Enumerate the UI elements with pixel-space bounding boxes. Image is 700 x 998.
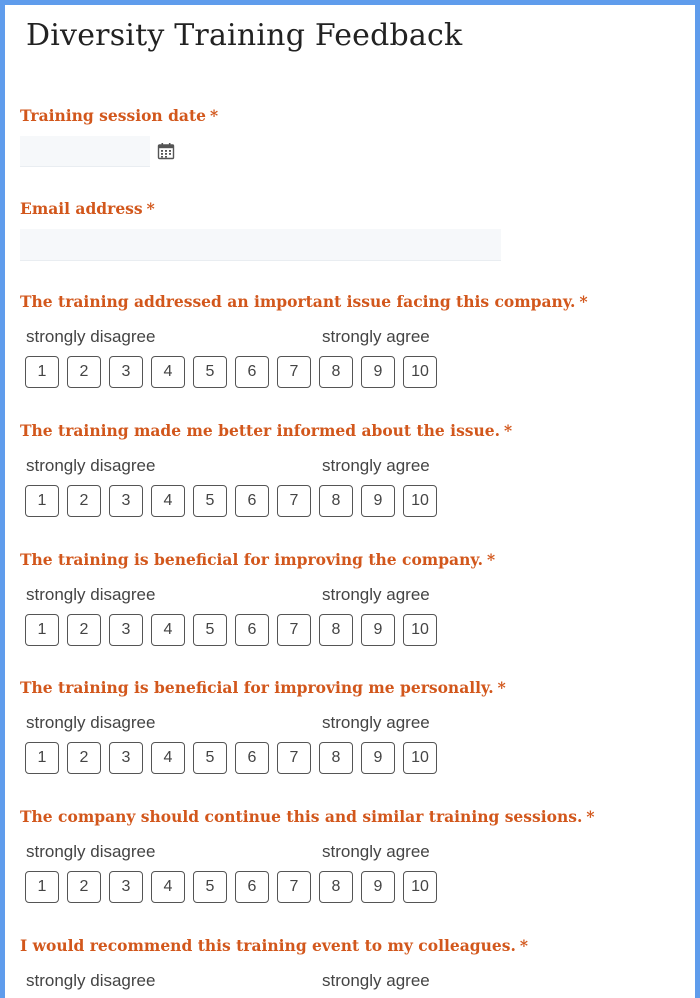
rating-option-4[interactable]: 4 <box>151 356 185 388</box>
rating-option-8[interactable]: 8 <box>319 742 353 774</box>
rating-option-9[interactable]: 9 <box>361 356 395 388</box>
rating-option-2[interactable]: 2 <box>67 871 101 903</box>
rating-option-1[interactable]: 1 <box>25 485 59 517</box>
rating-scale-q2 <box>25 485 445 517</box>
question-1-label-text: The training addressed an important issue facing this company. <box>20 292 576 311</box>
rating-scale-q1 <box>25 356 445 388</box>
rating-option-1[interactable]: 1 <box>25 871 59 903</box>
question-5-label <box>20 807 594 826</box>
rating-option-7[interactable]: 7 <box>277 485 311 517</box>
rating-option-10[interactable]: 10 <box>403 485 437 517</box>
scale-min-label: strongly disagree <box>26 971 156 990</box>
rating-option-5[interactable]: 5 <box>193 356 227 388</box>
rating-option-1[interactable]: 1 <box>25 742 59 774</box>
rating-option-9[interactable]: 9 <box>361 614 395 646</box>
rating-option-5[interactable]: 5 <box>193 742 227 774</box>
rating-option-6[interactable]: 6 <box>235 485 269 517</box>
rating-option-3[interactable]: 3 <box>109 356 143 388</box>
scale-max-label: strongly agree <box>322 971 430 990</box>
rating-option-10[interactable]: 10 <box>403 614 437 646</box>
rating-option-9[interactable]: 9 <box>361 485 395 517</box>
email-input[interactable] <box>20 229 501 261</box>
rating-option-3[interactable]: 3 <box>109 614 143 646</box>
date-field-label <box>20 106 218 125</box>
rating-scale-q4 <box>25 742 445 774</box>
rating-option-2[interactable]: 2 <box>67 614 101 646</box>
rating-option-5[interactable]: 5 <box>193 614 227 646</box>
rating-option-3[interactable]: 3 <box>109 485 143 517</box>
required-marker: * <box>146 199 155 218</box>
rating-option-4[interactable]: 4 <box>151 871 185 903</box>
rating-option-2[interactable]: 2 <box>67 742 101 774</box>
required-marker: * <box>519 936 528 955</box>
rating-option-4[interactable]: 4 <box>151 614 185 646</box>
rating-option-10[interactable]: 10 <box>403 742 437 774</box>
rating-option-8[interactable]: 8 <box>319 356 353 388</box>
rating-option-5[interactable]: 5 <box>193 485 227 517</box>
rating-option-1[interactable]: 1 <box>25 614 59 646</box>
form-title: Diversity Training Feedback <box>26 18 463 53</box>
scale-max-label: strongly agree <box>322 327 430 346</box>
required-marker: * <box>486 550 496 569</box>
rating-option-6[interactable]: 6 <box>235 614 269 646</box>
rating-option-3[interactable]: 3 <box>109 742 143 774</box>
rating-option-8[interactable]: 8 <box>319 614 353 646</box>
rating-option-8[interactable]: 8 <box>319 485 353 517</box>
rating-option-7[interactable]: 7 <box>277 356 311 388</box>
question-3-label-text: The training is beneficial for improving the company. <box>20 550 483 569</box>
question-4-label-text: The training is beneficial for improving me personally. <box>20 678 494 697</box>
rating-option-8[interactable]: 8 <box>319 871 353 903</box>
required-marker: * <box>586 807 595 826</box>
required-marker: * <box>504 421 513 440</box>
scale-max-label: strongly agree <box>322 842 430 861</box>
date-field-label-text: Training session date <box>20 106 206 125</box>
required-marker: * <box>210 106 219 125</box>
rating-option-9[interactable]: 9 <box>361 742 395 774</box>
rating-option-6[interactable]: 6 <box>235 356 269 388</box>
question-3-label <box>20 550 495 569</box>
scale-min-label: strongly disagree <box>26 327 156 346</box>
question-2-label <box>20 421 512 440</box>
rating-option-7[interactable]: 7 <box>277 742 311 774</box>
email-field-label-text: Email address <box>20 199 143 218</box>
rating-option-10[interactable]: 10 <box>403 356 437 388</box>
rating-option-4[interactable]: 4 <box>151 485 185 517</box>
scale-min-label: strongly disagree <box>26 842 156 861</box>
scale-max-label: strongly agree <box>322 456 430 475</box>
rating-option-5[interactable]: 5 <box>193 871 227 903</box>
rating-scale-q5 <box>25 871 445 903</box>
rating-option-7[interactable]: 7 <box>277 614 311 646</box>
question-1-label <box>20 292 588 311</box>
rating-option-3[interactable]: 3 <box>109 871 143 903</box>
rating-option-10[interactable]: 10 <box>403 871 437 903</box>
scale-max-label: strongly agree <box>322 713 430 732</box>
question-2-label-text: The training made me better informed about the issue. <box>20 421 501 440</box>
rating-option-9[interactable]: 9 <box>361 871 395 903</box>
question-4-label <box>20 678 506 697</box>
date-input[interactable] <box>20 136 150 167</box>
scale-max-label: strongly agree <box>322 585 430 604</box>
required-marker: * <box>497 678 506 697</box>
rating-option-1[interactable]: 1 <box>25 356 59 388</box>
calendar-icon[interactable] <box>157 142 175 160</box>
scale-min-label: strongly disagree <box>26 456 156 475</box>
question-5-label-text: The company should continue this and similar training sessions. <box>20 807 583 826</box>
scale-min-label: strongly disagree <box>26 713 156 732</box>
question-6-label <box>20 936 528 955</box>
rating-option-2[interactable]: 2 <box>67 356 101 388</box>
question-6-label-text: I would recommend this training event to my colleagues. <box>20 936 516 955</box>
rating-option-6[interactable]: 6 <box>235 742 269 774</box>
required-marker: * <box>579 292 588 311</box>
rating-option-6[interactable]: 6 <box>235 871 269 903</box>
rating-option-4[interactable]: 4 <box>151 742 185 774</box>
scale-min-label: strongly disagree <box>26 585 156 604</box>
rating-scale-q3 <box>25 614 445 646</box>
rating-option-2[interactable]: 2 <box>67 485 101 517</box>
email-field-label <box>20 199 155 218</box>
rating-option-7[interactable]: 7 <box>277 871 311 903</box>
